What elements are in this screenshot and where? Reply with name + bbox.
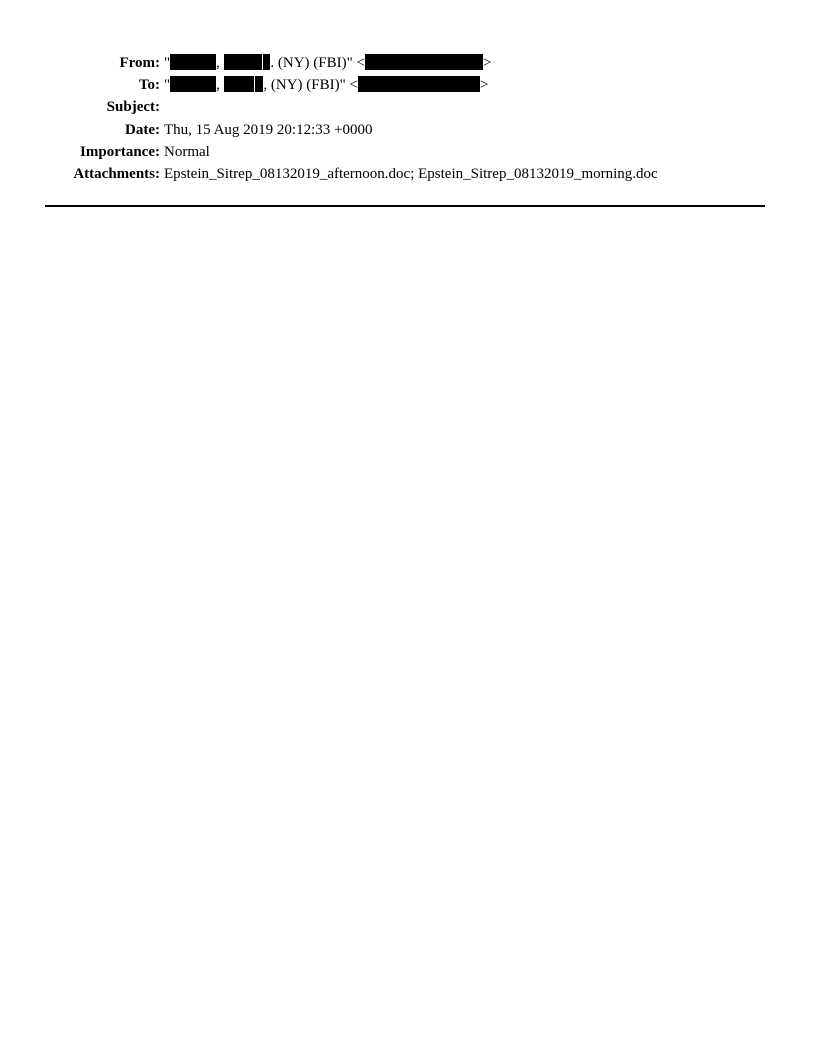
attachments-label: Attachments: (73, 165, 160, 182)
email-header (0, 53, 816, 186)
importance-value: Normal (164, 143, 210, 160)
to-comma: , (216, 77, 220, 94)
from-label: From: (119, 55, 160, 71)
redaction-box (358, 76, 480, 92)
importance-label: Importance: (80, 143, 160, 160)
to-close: > (479, 77, 489, 94)
to-label: To: (138, 77, 160, 94)
from-value (164, 53, 491, 73)
importance-row (0, 142, 816, 164)
from-name-suffix: . (NY) (FBI)" < (270, 55, 365, 71)
to-open-quote: " (164, 77, 171, 94)
redaction-box (365, 54, 483, 70)
header-divider (45, 205, 765, 207)
to-value (164, 75, 488, 95)
from-open-quote: " (164, 55, 171, 71)
date-value: Thu, 15 Aug 2019 20:12:33 +0000 (164, 121, 373, 138)
date-row (0, 120, 816, 142)
redaction-box (170, 76, 216, 92)
redaction-box (224, 76, 254, 92)
to-name-suffix: , (NY) (FBI)" < (263, 77, 358, 94)
from-comma: , (216, 55, 220, 71)
subject-row (0, 97, 816, 119)
attachments-value: Epstein_Sitrep_08132019_afternoon.doc; Epstein_Sitrep_08132019_morning.doc (164, 165, 658, 182)
redaction-box (170, 54, 216, 70)
to-row (0, 75, 816, 97)
subject-label: Subject: (106, 99, 160, 116)
from-close: > (482, 55, 492, 71)
attachments-row (0, 164, 816, 186)
date-label: Date: (125, 121, 160, 138)
redaction-box (224, 54, 262, 70)
from-row (0, 53, 816, 75)
